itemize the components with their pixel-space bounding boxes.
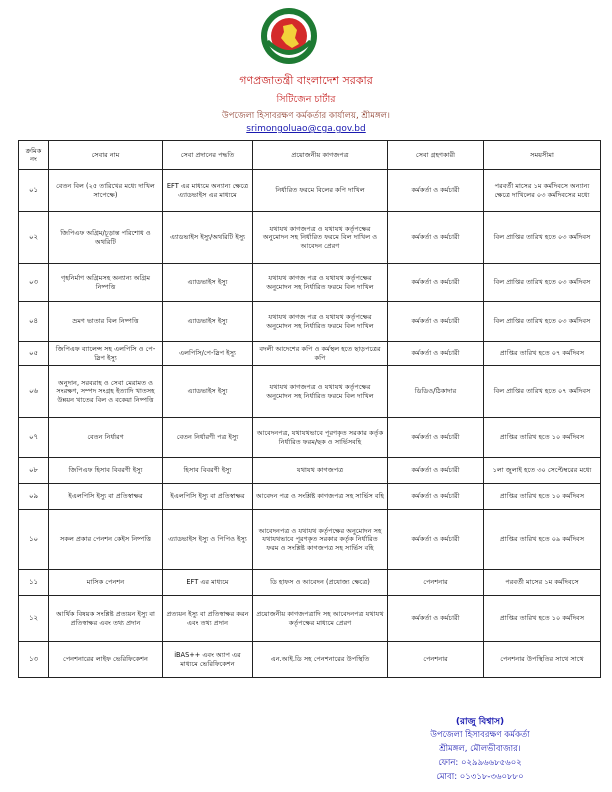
cell-required-documents: ডি হাফস ও আবেদন (প্রযোজ্য ক্ষেত্রে) bbox=[253, 570, 388, 596]
table-row bbox=[19, 170, 601, 212]
cell-time-limit: ১লা জুলাই হতে ৩০ সেপ্টেম্বরের মধ্যে bbox=[484, 458, 601, 484]
cell-service-method: এ্যাডভাইস ইস্যু ও পিপিও ইস্যু bbox=[163, 510, 253, 570]
table-row bbox=[19, 418, 601, 458]
header-service-recipient: সেবা গ্রহণকারী bbox=[388, 141, 484, 170]
cell-time-limit: পেনশনার উপস্থিতির সাথে সাথে bbox=[484, 642, 601, 678]
cell-required-documents: যথাযথ কাগজপত্র ও যথাযথ কর্তৃপক্ষের অনুমোদন সহ নির্ধারিত ফরমে বিল দাখিল bbox=[253, 366, 388, 418]
cell-required-documents: যথাযথ কাগজ পত্র ও যথাযথ কর্তৃপক্ষের অনুমোদন সহ নির্ধারিত ফরমে বিল দাখিল bbox=[253, 264, 388, 302]
cell-service-recipient: কর্মকর্তা ও কর্মচারী bbox=[388, 264, 484, 302]
signatory-location: শ্রীমঙ্গল, মৌলভীবাজার। bbox=[439, 744, 521, 754]
cell-service-method: ইএলপিসি ইস্যু বা প্রতিস্বাক্ষর bbox=[163, 484, 253, 510]
cell-time-limit: প্রাপ্তির তারিখ হতে ১০ কর্মদিবস bbox=[484, 418, 601, 458]
cell-service-recipient: কর্মকর্তা ও কর্মচারী bbox=[388, 302, 484, 342]
table-row bbox=[19, 458, 601, 484]
cell-service-recipient: পেনশনার bbox=[388, 570, 484, 596]
table-row bbox=[19, 212, 601, 264]
header-service-name: সেবার নাম bbox=[49, 141, 163, 170]
table-row bbox=[19, 366, 601, 418]
government-logo bbox=[259, 6, 319, 66]
cell-service-method: এলপিসি/পে-স্লিপ ইস্যু bbox=[163, 342, 253, 366]
cell-time-limit: প্রাপ্তির তারিখ হতে ১০ কর্মদিবস bbox=[484, 484, 601, 510]
cell-service-method: বেতন নির্ধারণী পত্র ইস্যু bbox=[163, 418, 253, 458]
table-row bbox=[19, 510, 601, 570]
office-email-link[interactable]: srimongoluao@cga.gov.bd bbox=[246, 124, 366, 134]
cell-time-limit: প্রাপ্তির তারিখ হতে ০৯ কর্মদিবস bbox=[484, 510, 601, 570]
cell-serial: ০৮ bbox=[19, 458, 49, 484]
table-row bbox=[19, 342, 601, 366]
cell-time-limit: পরবর্তী মাসের ১ম কর্মদিবসে অন্যান্য ক্ষেত্রে দাখিলের ০৩ কর্মদিবসের মধ্যে bbox=[484, 170, 601, 212]
cell-service-recipient: কর্মকর্তা ও কর্মচারী bbox=[388, 510, 484, 570]
cell-service-name: সকল প্রকার পেনশন কেইস নিষ্পত্তি bbox=[49, 510, 163, 570]
cell-serial: ১০ bbox=[19, 510, 49, 570]
cell-required-documents: নির্ধারিত ফরমে বিলের কপি দাখিল bbox=[253, 170, 388, 212]
cell-serial: ১২ bbox=[19, 596, 49, 642]
cell-service-name: পেনশনারের লাইফ ভেরিফিকেশন bbox=[49, 642, 163, 678]
table-row bbox=[19, 484, 601, 510]
cell-serial: ০৯ bbox=[19, 484, 49, 510]
cell-serial: ০৪ bbox=[19, 302, 49, 342]
office-name: উপজেলা হিসাবরক্ষণ কর্মকর্তার কার্যালয়, শ্রীমঙ্গল। bbox=[222, 111, 390, 121]
cell-service-method: এ্যাডভাইস ইস্যু/অথরিটি ইস্যু bbox=[163, 212, 253, 264]
cell-service-recipient: কর্মকর্তা ও কর্মচারী bbox=[388, 418, 484, 458]
cell-service-recipient: কর্মকর্তা ও কর্মচারী bbox=[388, 484, 484, 510]
cell-required-documents: আবেদন পত্র ও সংশ্লিষ্ট কাগজপত্র সহ সার্ভিস বহি bbox=[253, 484, 388, 510]
cell-serial: ০৭ bbox=[19, 418, 49, 458]
cell-required-documents: যথাযথ কাগজ পত্র ও যথাযথ কর্তৃপক্ষের অনুমোদন সহ নির্ধারিত ফরমে বিল দাখিল bbox=[253, 302, 388, 342]
cell-service-recipient: পেনশনার bbox=[388, 642, 484, 678]
cell-service-name: মাসিক পেনশন bbox=[49, 570, 163, 596]
header-required-documents: প্রয়োজনীয় কাগজপত্র bbox=[253, 141, 388, 170]
cell-service-method: এ্যাডভাইস ইস্যু bbox=[163, 302, 253, 342]
cell-required-documents: আবেদনপত্র, যথাযথভাবে পূরণকৃত সরকার কর্তৃক নির্ধারিত ফরম/ছক ও সার্ভিসবহি bbox=[253, 418, 388, 458]
table-row bbox=[19, 570, 601, 596]
cell-service-recipient: কর্মকর্তা ও কর্মচারী bbox=[388, 458, 484, 484]
cell-time-limit: প্রাপ্তির তারিখ হতে ১০ কর্মদিবস bbox=[484, 596, 601, 642]
cell-service-name: বেতন বিল (২৫ তারিখের মধ্যে দাখিল সাপেক্ষে) bbox=[49, 170, 163, 212]
cell-required-documents: যথাযথ কাগজপত্র bbox=[253, 458, 388, 484]
cell-required-documents: প্রয়োজনীয় কাগজপত্রাদি সহ আবেদনপত্র যথাযথ কর্তৃপক্ষের মাধ্যমে প্রেরণ bbox=[253, 596, 388, 642]
cell-service-name: আর্থিক বিষয়ক সংশ্লিষ্ট প্রত্যয়ন ইস্যু বা প্রতিস্বাক্ষর এবং তথ্য প্রদান bbox=[49, 596, 163, 642]
cell-serial: ০৫ bbox=[19, 342, 49, 366]
cell-service-name: জিপিএফ অগ্রিম/চূড়ান্ত পরিশোধ ও অথরিটি bbox=[49, 212, 163, 264]
cell-required-documents: যথাযথ কাগজপত্র ও যথাযথ কর্তৃপক্ষের অনুমোদন সহ নির্ধারিত ফরমে বিল দাখিল ও আবেদন প্রেরণ bbox=[253, 212, 388, 264]
cell-service-name: ভ্রমণ ভাতার বিল নিষ্পত্তি bbox=[49, 302, 163, 342]
cell-serial: ০২ bbox=[19, 212, 49, 264]
cell-serial: ১৩ bbox=[19, 642, 49, 678]
cell-service-name: অনুদান, সরবরাহ ও সেবা মেরামত ও সংরক্ষণ, সম্পদ সংগ্রহ ইত্যাদি খাতসহ উন্নয়ন খাতের বিল ও বকেয়া নিষ্পত্তি bbox=[49, 366, 163, 418]
cell-time-limit: প্রাপ্তির তারিখ হতে ০৭ কর্মদিবস bbox=[484, 342, 601, 366]
table-row bbox=[19, 642, 601, 678]
charter-title: সিটিজেন চার্টার bbox=[276, 94, 336, 105]
cell-service-name: ইএলপিসি ইস্যু বা প্রতিস্বাক্ষর bbox=[49, 484, 163, 510]
cell-service-name: বেতন নির্ধারণ bbox=[49, 418, 163, 458]
cell-required-documents: এন.আই.ডি সহ পেনশনারের উপস্থিতি bbox=[253, 642, 388, 678]
cell-service-recipient: কর্মকর্তা ও কর্মচারী bbox=[388, 596, 484, 642]
cell-time-limit: বিল প্রাপ্তির তারিখ হতে ০৭ কর্মদিবস bbox=[484, 366, 601, 418]
cell-service-name: গৃহনির্মাণ অগ্রিমসহ অন্যান্য অগ্রিম নিষ্পত্তি bbox=[49, 264, 163, 302]
table-row bbox=[19, 596, 601, 642]
cell-service-recipient: ডিডিও/ঠিকাদার bbox=[388, 366, 484, 418]
cell-serial: ১১ bbox=[19, 570, 49, 596]
cell-time-limit: পরবর্তী মাসের ১ম কর্মদিবসে bbox=[484, 570, 601, 596]
cell-service-recipient: কর্মকর্তা ও কর্মচারী bbox=[388, 170, 484, 212]
cell-service-method: হিসাব বিবরণী ইস্যু bbox=[163, 458, 253, 484]
office-phone: ফোন: ০২৯৯৬৬৮৫৬০২ bbox=[438, 758, 522, 768]
cell-service-name: জিপিএফ ব্যালেন্স সহ এলপিসি ও পে-স্লিপ ইস্যু bbox=[49, 342, 163, 366]
cell-time-limit: বিল প্রাপ্তির তারিখ হতে ০৩ কর্মদিবস bbox=[484, 212, 601, 264]
government-title: গণপ্রজাতন্ত্রী বাংলাদেশ সরকার bbox=[239, 74, 373, 87]
table-header-row bbox=[19, 141, 601, 170]
header-service-method: সেবা প্রদানের পদ্ধতি bbox=[163, 141, 253, 170]
cell-time-limit: বিল প্রাপ্তির তারিখ হতে ০৩ কর্মদিবস bbox=[484, 264, 601, 302]
cell-service-method: EFT এর মাধ্যমে অন্যান্য ক্ষেত্রে এ্যাডভাইস এর মাধ্যমে bbox=[163, 170, 253, 212]
table-row bbox=[19, 264, 601, 302]
cell-required-documents: বদলী আদেশের কপি ও কর্মস্থল হতে ছাড়পত্রের কপি bbox=[253, 342, 388, 366]
cell-service-method: EFT এর মাধ্যমে bbox=[163, 570, 253, 596]
cell-service-method: এ্যাডভাইস ইস্যু bbox=[163, 366, 253, 418]
cell-service-method: এ্যাডভাইস ইস্যু bbox=[163, 264, 253, 302]
office-mobile: মোবা: ০১৩১৮-৩৬০৮৮০ bbox=[436, 772, 524, 782]
cell-service-recipient: কর্মকর্তা ও কর্মচারী bbox=[388, 342, 484, 366]
cell-required-documents: আবেদনপত্র ও যথাযথ কর্তৃপক্ষের অনুমোদন সহ যথাযথভাবে পূরণকৃত সরকার কর্তৃক নির্ধারিত ফরম ও সংশ্লিষ্ট কাগজপত্র সহ সার্ভিস বহি bbox=[253, 510, 388, 570]
header-serial: ক্রমিক নং bbox=[19, 141, 49, 170]
cell-serial: ০৬ bbox=[19, 366, 49, 418]
header-time-limit: সময়সীমা bbox=[484, 141, 601, 170]
signatory-designation: উপজেলা হিসাবরক্ষণ কর্মকর্তা bbox=[430, 730, 530, 740]
cell-serial: ০১ bbox=[19, 170, 49, 212]
citizen-charter-table bbox=[18, 140, 601, 678]
cell-serial: ০৩ bbox=[19, 264, 49, 302]
cell-service-recipient: কর্মকর্তা ও কর্মচারী bbox=[388, 212, 484, 264]
signatory-name: (রাজু বিশ্বাস) bbox=[455, 717, 505, 727]
cell-service-name: জিপিএফ হিসাব বিবরণী ইস্যু bbox=[49, 458, 163, 484]
cell-time-limit: বিল প্রাপ্তির তারিখ হতে ০৩ কর্মদিবস bbox=[484, 302, 601, 342]
table-row bbox=[19, 302, 601, 342]
cell-service-method: প্রত্যয়ন ইস্যু বা প্রতিস্বাক্ষর করন এবং তথ্য প্রদান bbox=[163, 596, 253, 642]
cell-service-method: iBAS++ এবং অ্যাপ এর মাধ্যমে ভেরিফিকেশন bbox=[163, 642, 253, 678]
